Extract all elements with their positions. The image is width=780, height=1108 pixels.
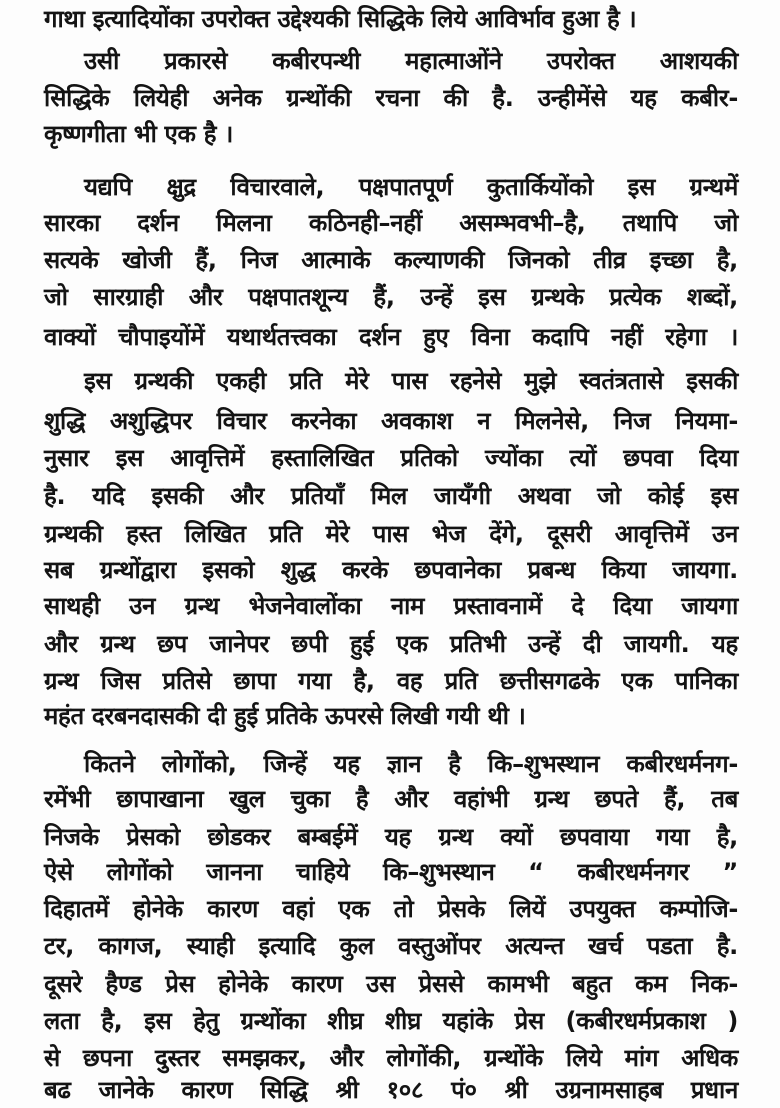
text-line: ग्रन्थ जिस प्रतिसे छापा गया है, वह प्रति छत्तीसगढके एक पानिका <box>44 667 738 695</box>
text-line: ग्रन्थकी हस्त लिखित प्रति मेरे पास भेज देंगे, दूसरी आवृत्तिमें उन <box>44 520 738 548</box>
text-line: सत्यके खोजी हैं, निज आत्माके कल्याणकी जिनको तीव्र इच्छा है, <box>44 246 738 274</box>
text-line: है. यदि इसकी और प्रतियाँ मिल जायँगी अथवा जो कोई इस <box>44 482 738 510</box>
text-line: जो सारग्राही और पक्षपातशून्य हैं, उन्हें इस ग्रन्थके प्रत्येक शब्दों, <box>44 283 738 311</box>
text-line: कितने लोगोंको, जिन्हें यह ज्ञान है कि–शुभस्थान कबीरधर्मनग- <box>84 750 738 778</box>
text-line: साथही उन ग्रन्थ भेजनेवालोंका नाम प्रस्तावनामें दे दिया जायगा <box>44 592 738 620</box>
text-line: इस ग्रन्थकी एकही प्रति मेरे पास रहनेसे मुझे स्वतंत्रतासे इसकी <box>84 367 738 395</box>
text-line: दूसरे हैण्ड प्रेस होनेके कारण उस प्रेससे कामभी बहुत कम निक- <box>44 970 738 998</box>
text-line: उसी प्रकारसे कबीरपन्थी महात्माओंने उपरोक्त आशयकी <box>84 47 738 75</box>
text-line: बढ जानेके कारण सिद्धि श्री १०८ पं० श्री उग्रनामसाहब प्रधान <box>44 1076 738 1104</box>
text-line: दिहातमें होनेके कारण वहां एक तो प्रेसके लियें उपयुक्त कम्पोजि- <box>44 895 738 923</box>
text-line: सारका दर्शन मिलना कठिनही–नहीं असम्भवभी–है, तथापि जो <box>44 209 738 237</box>
text-line: महंत दरबनदासकी दी हुई प्रतिके ऊपरसे लिखी गयी थी । <box>44 702 526 730</box>
text-line: टर, कागज, स्याही इत्यादि कुल वस्तुओंपर अत्यन्त खर्च पडता है. <box>44 932 738 960</box>
text-line: सिद्धिके लियेही अनेक ग्रन्थोंकी रचना की है. उन्हीमेंसे यह कबीर- <box>44 84 738 112</box>
text-line: निजके प्रेसको छोडकर बम्बईमें यह ग्रन्थ क्यों छपवाया गया है, <box>44 823 738 851</box>
text-line: रमेंभी छापाखाना खुल चुका है और वहांभी ग्रन्थ छपते हैं, तब <box>44 785 738 813</box>
text-line: सब ग्रन्थोंद्वारा इसको शुद्ध करके छपवानेका प्रबन्ध किया जायगा. <box>44 556 738 584</box>
text-line: यद्यपि क्षुद्र विचारवाले, पक्षपातपूर्ण कुतार्कियोंको इस ग्रन्थमें <box>84 173 738 201</box>
text-line: नुसार इस आवृत्तिमें हस्तालिखित प्रतिको ज्योंका त्यों छपवा दिया <box>44 444 738 472</box>
text-line: से छपना दुस्तर समझकर, और लोगोंकी, ग्रन्थोंके लिये मांग अधिक <box>44 1044 738 1072</box>
text-line: लता है, इस हेतु ग्रन्थोंका शीघ्र शीघ्र यहांके प्रेस (कबीरधर्मप्रकाश ) <box>44 1007 738 1035</box>
text-line: गाथा इत्यादियोंका उपरोक्त उद्देश्यकी सिद्धिके लिये आविर्भाव हुआ है । <box>44 5 637 33</box>
text-line: वाक्यों चौपाइयोंमें यथार्थतत्त्वका दर्शन हुए विना कदापि नहीं रहेगा । <box>44 323 738 351</box>
text-line: और ग्रन्थ छप जानेपर छपी हुई एक प्रतिभी उन्हें दी जायगी. यह <box>44 630 738 658</box>
text-line: ऐसे लोगोंको जानना चाहिये कि–शुभस्थान “ कबीरधर्मनगर ” <box>44 858 738 886</box>
text-line: कृष्णगीता भी एक है । <box>44 120 233 148</box>
text-line: शुद्धि अशुद्धिपर विचार करनेका अवकाश न मिलनेसे, निज नियमा- <box>44 407 738 435</box>
